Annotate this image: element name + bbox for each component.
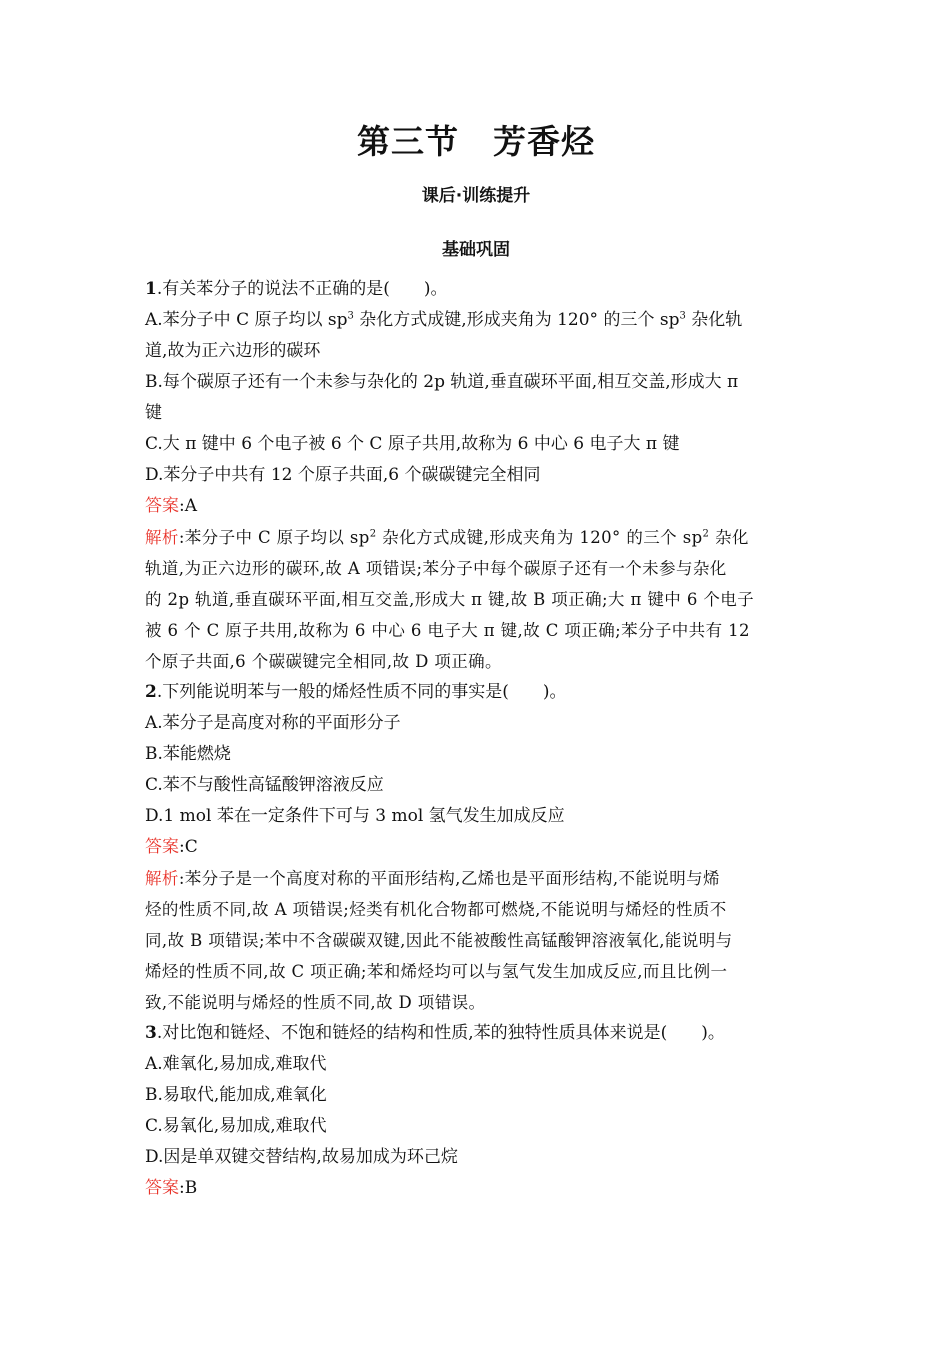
q1-analysis-text1: :苯分子中 C 原子均以 sp: [178, 528, 370, 547]
q2-answer-value: :C: [179, 837, 198, 857]
q1-analysis-line: 轨道,为正六边形的碳环,故 A 项错误;苯分子中每个碳原子还有一个未参与杂化: [145, 559, 727, 578]
q2-analysis-line: 烯烃的性质不同,故 C 项正确;苯和烯烃均可以与氢气发生加成反应,而且比例一: [145, 962, 728, 981]
q3-answer-value: :B: [179, 1178, 198, 1198]
q1-option-c: C.大 π 键中 6 个电子被 6 个 C 原子共用,故称为 6 中心 6 电子大 π 键: [145, 434, 680, 454]
superscript: 3: [347, 310, 354, 322]
q1-analysis-text3: 杂化: [709, 528, 749, 547]
q1-option-a-text2: 杂化方式成键,形成夹角为 120° 的三个 sp: [353, 310, 680, 330]
q1-option-d: D.苯分子中共有 12 个原子共面,6 个碳碳键完全相同: [145, 465, 541, 485]
q2-option-c: C.苯不与酸性高锰酸钾溶液反应: [145, 775, 384, 795]
q3-stem: [145, 1018, 805, 1049]
q2-option-a: A.苯分子是高度对称的平面形分子: [145, 713, 401, 733]
q1-analysis-line: 的 2p 轨道,垂直碳环平面,相互交盖,形成大 π 键,故 B 项正确;大 π 键中 6 个电子: [145, 590, 755, 609]
q1-analysis-line: [145, 522, 805, 553]
answer-label: 答案: [145, 1178, 179, 1198]
q3-option-b: B.易取代,能加成,难氧化: [145, 1085, 327, 1105]
q3-answer: [145, 1173, 805, 1204]
q2-analysis-line: 致,不能说明与烯烃的性质不同,故 D 项错误。: [145, 993, 486, 1012]
q1-option-b-cont: 键: [145, 403, 162, 423]
q2-number: 2: [145, 682, 157, 702]
q2-stem: [145, 677, 805, 708]
section-heading: 基础巩固: [442, 240, 510, 260]
analysis-label: 解析: [145, 528, 179, 547]
q2-analysis-line: 同,故 B 项错误;苯中不含碳碳双键,因此不能被酸性高锰酸钾溶液氧化,能说明与: [145, 931, 733, 950]
q3-option-d: D.因是单双键交替结构,故易加成为环己烷: [145, 1147, 458, 1167]
q2-analysis-line: [145, 863, 805, 894]
q2-answer: [145, 832, 805, 863]
q1-answer: [145, 491, 805, 522]
q1-stem: [145, 274, 805, 305]
q1-option-a-text3: 杂化轨: [685, 310, 743, 330]
superscript: 3: [679, 310, 686, 322]
q1-analysis-line: 个原子共面,6 个碳碳键完全相同,故 D 项正确。: [145, 652, 502, 671]
q1-option-a-text1: A.苯分子中 C 原子均以 sp: [145, 310, 348, 330]
page-title: 第三节 芳香烃: [357, 122, 595, 161]
q1-option-a: [145, 305, 805, 336]
q2-stem-text: .下列能说明苯与一般的烯烃性质不同的事实是( )。: [156, 682, 567, 702]
q3-stem-text: .对比饱和链烃、不饱和链烃的结构和性质,苯的独特性质具体来说是( )。: [156, 1023, 725, 1043]
q1-answer-value: :A: [179, 496, 198, 516]
analysis-label: 解析: [145, 869, 179, 888]
superscript: 2: [702, 528, 710, 540]
q1-analysis-text2: 杂化方式成键,形成夹角为 120° 的三个 sp: [376, 528, 703, 547]
q1-analysis: [145, 522, 805, 677]
q3-option-a: A.难氧化,易加成,难取代: [145, 1054, 327, 1074]
q2-option-b: B.苯能燃烧: [145, 744, 231, 764]
q2-analysis-text: :苯分子是一个高度对称的平面形结构,乙烯也是平面形结构,不能说明与烯: [178, 869, 720, 888]
answer-label: 答案: [145, 837, 179, 857]
q2-analysis-line: 烃的性质不同,故 A 项错误;烃类有机化合物都可燃烧,不能说明与烯烃的性质不: [145, 900, 727, 919]
answer-label: 答案: [145, 496, 179, 516]
q2-option-d: D.1 mol 苯在一定条件下可与 3 mol 氢气发生加成反应: [145, 806, 565, 826]
q1-number: 1: [145, 279, 157, 299]
q1-analysis-line: 被 6 个 C 原子共用,故称为 6 中心 6 电子大 π 键,故 C 项正确;苯分子中共有 12: [145, 621, 750, 640]
question-list: [145, 274, 805, 1204]
superscript: 2: [369, 528, 377, 540]
page-subtitle: 课后·训练提升: [421, 186, 531, 206]
q1-option-b: B.每个碳原子还有一个未参与杂化的 2p 轨道,垂直碳环平面,相互交盖,形成大 π: [145, 372, 739, 392]
q1-option-a-cont: 道,故为正六边形的碳环: [145, 341, 321, 361]
q1-stem-text: .有关苯分子的说法不正确的是( )。: [156, 279, 448, 299]
q3-number: 3: [145, 1023, 157, 1043]
q2-analysis: [145, 863, 805, 1018]
q3-option-c: C.易氧化,易加成,难取代: [145, 1116, 327, 1136]
